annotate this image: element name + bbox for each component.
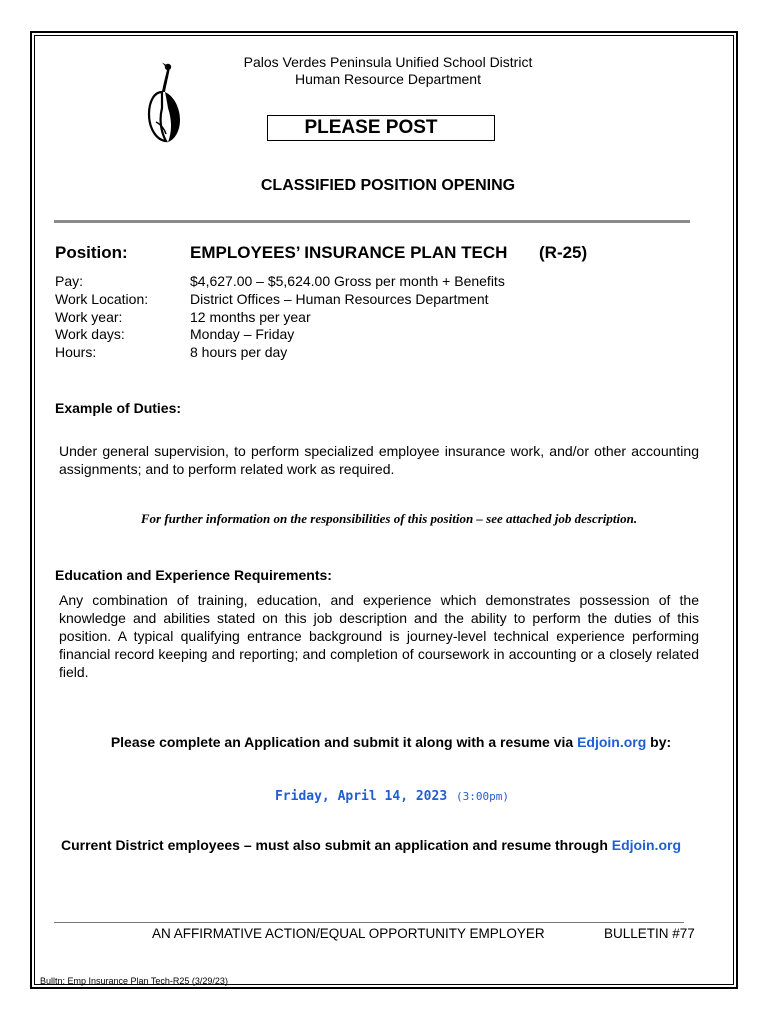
work-year-value: 12 months per year xyxy=(190,309,311,325)
hours-value: 8 hours per day xyxy=(190,344,288,360)
work-days-value: Monday – Friday xyxy=(190,326,295,342)
deadline-date: Friday, April 14, 2023 xyxy=(274,789,448,804)
bulletin-reference: Bulltn: Emp Insurance Plan Tech-R25 (3/29/23) xyxy=(40,976,228,986)
edjoin-link-current[interactable]: Edjoin.org xyxy=(611,837,681,853)
edjoin-link[interactable]: Edjoin.org xyxy=(577,734,647,750)
apply-text-before: Please complete an Application and submit it along with a resume via xyxy=(110,734,578,750)
position-code: (R-25) xyxy=(539,243,588,262)
current-employees-text: Current District employees – must also submit an application and resume through xyxy=(61,837,612,853)
current-employees-note xyxy=(61,837,681,853)
apply-instructions xyxy=(0,734,770,750)
deadline-time: (3:00pm) xyxy=(456,790,510,803)
work-days-label: Work days: xyxy=(55,326,125,342)
eeo-statement: AN AFFIRMATIVE ACTION/EQUAL OPPORTUNITY EMPLOYER xyxy=(152,926,545,941)
requirements-text: Any combination of training, education, and experience which demonstrates possession of the knowledge and abilities stated on this job description and the ability to perform the duties of this position. A typical qualifying entrance background is journey-level technical experience performing financial record keeping and reporting; and completion of coursework in accounting or a closely related field. xyxy=(59,592,699,680)
opening-title: CLASSIFIED POSITION OPENING xyxy=(260,177,516,194)
deadline xyxy=(0,787,770,805)
work-location-value: District Offices – Human Resources Department xyxy=(190,291,489,307)
please-post-box: PLEASE POST xyxy=(267,115,495,141)
hours-label: Hours: xyxy=(55,344,97,360)
position-label: Position: xyxy=(55,243,128,262)
position-title: EMPLOYEES’ INSURANCE PLAN TECH xyxy=(190,243,508,262)
bulletin-number: BULLETIN #77 xyxy=(604,926,695,941)
further-info-note: For further information on the responsibilities of this position – see attached job description. xyxy=(140,511,638,526)
requirements-heading: Education and Experience Requirements: xyxy=(55,567,332,583)
footer-divider xyxy=(54,922,684,923)
pay-value: $4,627.00 – $5,624.00 Gross per month + Benefits xyxy=(190,273,505,289)
duties-heading: Example of Duties: xyxy=(55,400,182,416)
department-name: Human Resource Department xyxy=(295,71,481,87)
district-name: Palos Verdes Peninsula Unified School District xyxy=(243,54,533,70)
apply-text-after: by: xyxy=(646,734,672,750)
header-divider xyxy=(54,220,690,223)
work-location-label: Work Location: xyxy=(55,291,149,307)
duties-text: Under general supervision, to perform specialized employee insurance work, and/or other accounting assignments; and to perform related work as required. xyxy=(59,443,699,477)
pay-label: Pay: xyxy=(55,273,84,289)
work-year-label: Work year: xyxy=(55,309,123,325)
